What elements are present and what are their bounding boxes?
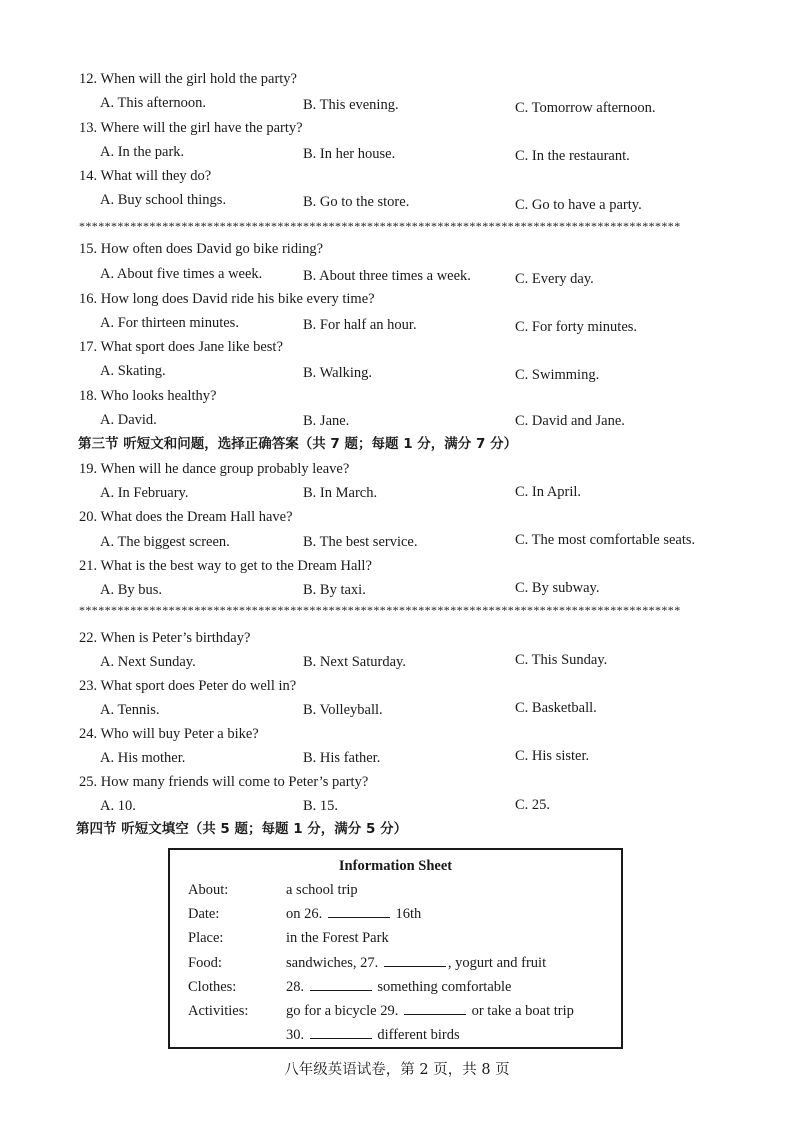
food-suffix: , yogurt and fruit: [447, 955, 547, 971]
option-c: C. David and Jane.: [515, 413, 625, 429]
sheet-title: Information Sheet: [338, 858, 453, 874]
option-a: A. In the park.: [100, 144, 185, 160]
option-c: C. In the restaurant.: [515, 148, 630, 164]
option-c: C. Go to have a party.: [515, 197, 642, 213]
option-c: C. Basketball.: [515, 700, 597, 716]
clothes-value: [286, 979, 511, 996]
option-a: A. Tennis.: [100, 702, 160, 718]
option-c: C. Tomorrow afternoon.: [515, 100, 656, 116]
section-3-heading: 第三节 听短文和问题，选择正确答案（共 7 题；每题 1 分，满分 7 分）: [78, 436, 518, 452]
clothes-prefix: 28.: [286, 979, 305, 995]
option-a: A. In February.: [100, 485, 189, 501]
activities-value: [286, 1003, 574, 1020]
page-footer: 八年级英语试卷，第 2 页，共 8 页: [284, 1062, 510, 1078]
question-14: 14. What will they do?: [79, 168, 212, 184]
question-19: 19. When will he dance group probably leave?: [79, 461, 350, 477]
option-c: C. This Sunday.: [515, 652, 608, 668]
activities-suffix: or take a boat trip: [471, 1003, 574, 1019]
question-25: 25. How many friends will come to Peter’s party?: [79, 774, 369, 790]
clothes-suffix: something comfortable: [377, 979, 512, 995]
activities-prefix: go for a bicycle 29.: [286, 1003, 399, 1019]
option-c: C. 25.: [515, 797, 551, 813]
place-label: Place:: [188, 930, 224, 946]
question-18: 18. Who looks healthy?: [79, 388, 217, 404]
food-prefix: sandwiches, 27.: [286, 955, 379, 971]
question-12: 12. When will the girl hold the party?: [79, 71, 297, 87]
option-b: B. His father.: [303, 750, 381, 766]
clothes-label: Clothes:: [188, 979, 237, 995]
question-20: 20. What does the Dream Hall have?: [79, 509, 293, 525]
section-4-heading: 第四节 听短文填空（共 5 题；每题 1 分，满分 5 分）: [76, 821, 408, 837]
option-b: B. Volleyball.: [303, 702, 383, 718]
option-a: A. Skating.: [100, 363, 166, 379]
option-c: C. Every day.: [515, 271, 594, 287]
option-a: A. 10.: [100, 798, 136, 814]
separator: **********************************************************************************************: [79, 603, 681, 617]
question-24: 24. Who will buy Peter a bike?: [79, 726, 259, 742]
option-a: A. His mother.: [100, 750, 186, 766]
option-a: A. By bus.: [100, 582, 163, 598]
option-b: B. In March.: [303, 485, 378, 501]
option-a: A. Buy school things.: [100, 192, 227, 208]
option-c: C. For forty minutes.: [515, 319, 638, 335]
activities2-prefix: 30.: [286, 1027, 305, 1043]
option-b: B. About three times a week.: [303, 268, 471, 284]
option-a: A. About five times a week.: [100, 266, 263, 282]
blank-29[interactable]: [404, 1003, 466, 1015]
date-value: [286, 906, 421, 923]
option-a: A. The biggest screen.: [100, 534, 230, 550]
option-a: A. Next Sunday.: [100, 654, 196, 670]
option-c: C. Swimming.: [515, 367, 600, 383]
question-22: 22. When is Peter’s birthday?: [79, 630, 251, 646]
activities-label: Activities:: [188, 1003, 249, 1019]
blank-26[interactable]: [328, 906, 390, 918]
date-label: Date:: [188, 906, 220, 922]
option-b: B. This evening.: [303, 97, 399, 113]
food-value: [286, 955, 546, 972]
activities2-suffix: different birds: [377, 1027, 460, 1043]
option-b: B. Walking.: [303, 365, 373, 381]
option-b: B. For half an hour.: [303, 317, 417, 333]
question-13: 13. Where will the girl have the party?: [79, 120, 303, 136]
question-17: 17. What sport does Jane like best?: [79, 339, 283, 355]
food-label: Food:: [188, 955, 222, 971]
question-23: 23. What sport does Peter do well in?: [79, 678, 297, 694]
option-b: B. The best service.: [303, 534, 418, 550]
question-16: 16. How long does David ride his bike every time?: [79, 291, 375, 307]
option-a: A. For thirteen minutes.: [100, 315, 239, 331]
option-c: C. In April.: [515, 484, 582, 500]
information-sheet: [168, 848, 623, 1049]
date-prefix: on 26.: [286, 906, 323, 922]
option-c: C. By subway.: [515, 580, 600, 596]
blank-30[interactable]: [310, 1027, 372, 1039]
option-b: B. By taxi.: [303, 582, 366, 598]
blank-27[interactable]: [384, 955, 446, 967]
question-21: 21. What is the best way to get to the Dream Hall?: [79, 558, 372, 574]
option-c: C. His sister.: [515, 748, 590, 764]
option-b: B. Go to the store.: [303, 194, 410, 210]
option-c: C. The most comfortable seats.: [515, 532, 696, 548]
option-b: B. Next Saturday.: [303, 654, 406, 670]
activities-value-2: [286, 1027, 460, 1044]
about-label: About:: [188, 882, 229, 898]
option-a: A. This afternoon.: [100, 95, 207, 111]
option-b: B. Jane.: [303, 413, 350, 429]
option-a: A. David.: [100, 412, 157, 428]
about-value: a school trip: [286, 882, 358, 898]
option-b: B. 15.: [303, 798, 339, 814]
blank-28[interactable]: [310, 979, 372, 991]
option-b: B. In her house.: [303, 146, 396, 162]
separator: **********************************************************************************************: [79, 219, 681, 233]
place-value: in the Forest Park: [286, 930, 389, 946]
date-suffix: 16th: [395, 906, 422, 922]
question-15: 15. How often does David go bike riding?: [79, 241, 324, 257]
